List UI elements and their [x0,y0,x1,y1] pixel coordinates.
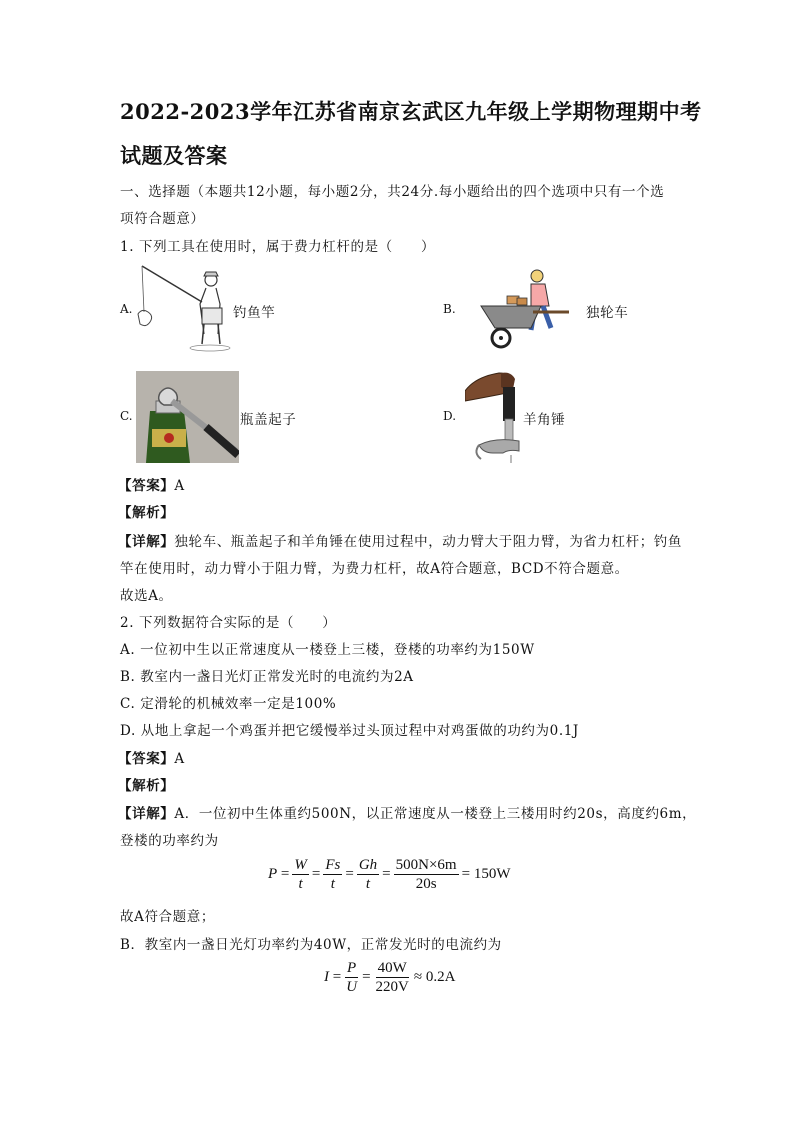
q2-detail-tag: 【详解】 [118,806,175,822]
option-c-letter: C. [120,409,133,423]
q2-option-b: B. 教室内一盏日光灯正常发光时的电流约为2A [120,669,414,685]
option-d-letter: D. [443,409,457,423]
q1-conclusion: 故选A。 [120,588,173,604]
formula2-lhs: I [324,969,329,985]
page-title-line-1: 2022-2023学年江苏省南京玄武区九年级上学期物理期中考 [120,99,702,124]
q1-detail-line-2: 竿在使用时，动力臂小于阻力臂，为费力杠杆，故A符合题意，BCD不符合题意。 [120,561,629,577]
q1-answer [118,474,185,494]
q2-option-a: A. 一位初中生以正常速度从一楼登上三楼，登楼的功率约为150W [120,642,535,658]
q2-answer-value: A [174,751,185,767]
formula1-fraction-2: $\frac{Fs}{t}$ [325,857,341,892]
power-formula: P = $\frac{W}{t}$ = $\frac{Fs}{t}$ = $\frac{Gh}{t}$ = $\frac{500N\times 6m}{20s}$ = 150W [268,857,511,892]
formula2-fraction-1: $\frac{P}{U}$ [346,960,358,995]
q2-option-c: C. 定滑轮的机械效率一定是100% [120,696,337,712]
fishing-rod-picture [132,262,232,354]
q2-conclusion-a: 故A符合题意； [120,909,215,925]
section-heading-line-2: 项符合题意） [120,211,205,227]
q2-answer-tag: 【答案】 [118,751,175,767]
wheelbarrow-picture [477,268,577,352]
option-a-letter: A. [120,302,133,316]
option-d-label: 羊角锤 [523,412,566,428]
option-b-letter: B. [443,302,456,316]
bottle-opener-picture [136,371,239,463]
q2-detail-text-1: A．一位初中生体重约500N，以正常速度从一楼登上三楼用时约20s，高度约6m， [174,806,697,822]
formula2-fraction-2: $\frac{40W}{220V}$ [375,960,409,995]
question-1-stem: 1. 下列工具在使用时，属于费力杠杆的是（ ） [120,239,436,255]
formula2-approx: ≈ [413,969,423,985]
page-title-line-2: 试题及答案 [120,143,228,168]
q1-answer-tag: 【答案】 [118,478,175,494]
q1-detail-text-1: 独轮车、瓶盖起子和羊角锤在使用过程中，动力臂大于阻力臂，为省力杠杆；钓鱼 [174,534,683,550]
q1-answer-value: A [174,478,185,494]
q1-detail-tag: 【详解】 [118,534,175,550]
formula1-fraction-4: $\frac{500N\times 6m}{20s}$ [395,857,457,892]
formula1-result: 150W [473,866,511,882]
formula1-fraction-1: $\frac{W}{t}$ [294,857,307,892]
q2-option-d: D. 从地上拿起一个鸡蛋并把它缓慢举过头顶过程中对鸡蛋做的功约为0.1J [120,723,579,739]
formula1-fraction-3: $\frac{Gh}{t}$ [358,857,378,892]
q1-analysis-tag: 【解析】 [118,505,175,521]
option-c-label: 瓶盖起子 [240,412,297,428]
q1-detail-line-1 [118,530,682,550]
option-a-label: 钓鱼竿 [233,305,276,321]
option-b-label: 独轮车 [586,305,629,321]
q2-detail-line-1 [118,802,696,822]
q2-option-b-detail: B．教室内一盏日光灯功率约为40W，正常发光时的电流约为 [120,937,502,953]
claw-hammer-picture [465,369,525,465]
q2-analysis-tag: 【解析】 [118,778,175,794]
q2-answer [118,747,185,767]
question-2-stem: 2. 下列数据符合实际的是（ ） [120,615,337,631]
section-heading-line-1: 一、选择题（本题共12小题，每小题2分，共24分.每小题给出的四个选项中只有一个选 [120,184,665,200]
current-formula: I = $\frac{P}{U}$ = $\frac{40W}{220V}$ ≈ 0.2A [324,960,456,995]
q2-detail-line-2: 登楼的功率约为 [120,833,219,849]
formula1-lhs: P [268,866,278,882]
formula2-result: 0.2A [425,969,456,985]
